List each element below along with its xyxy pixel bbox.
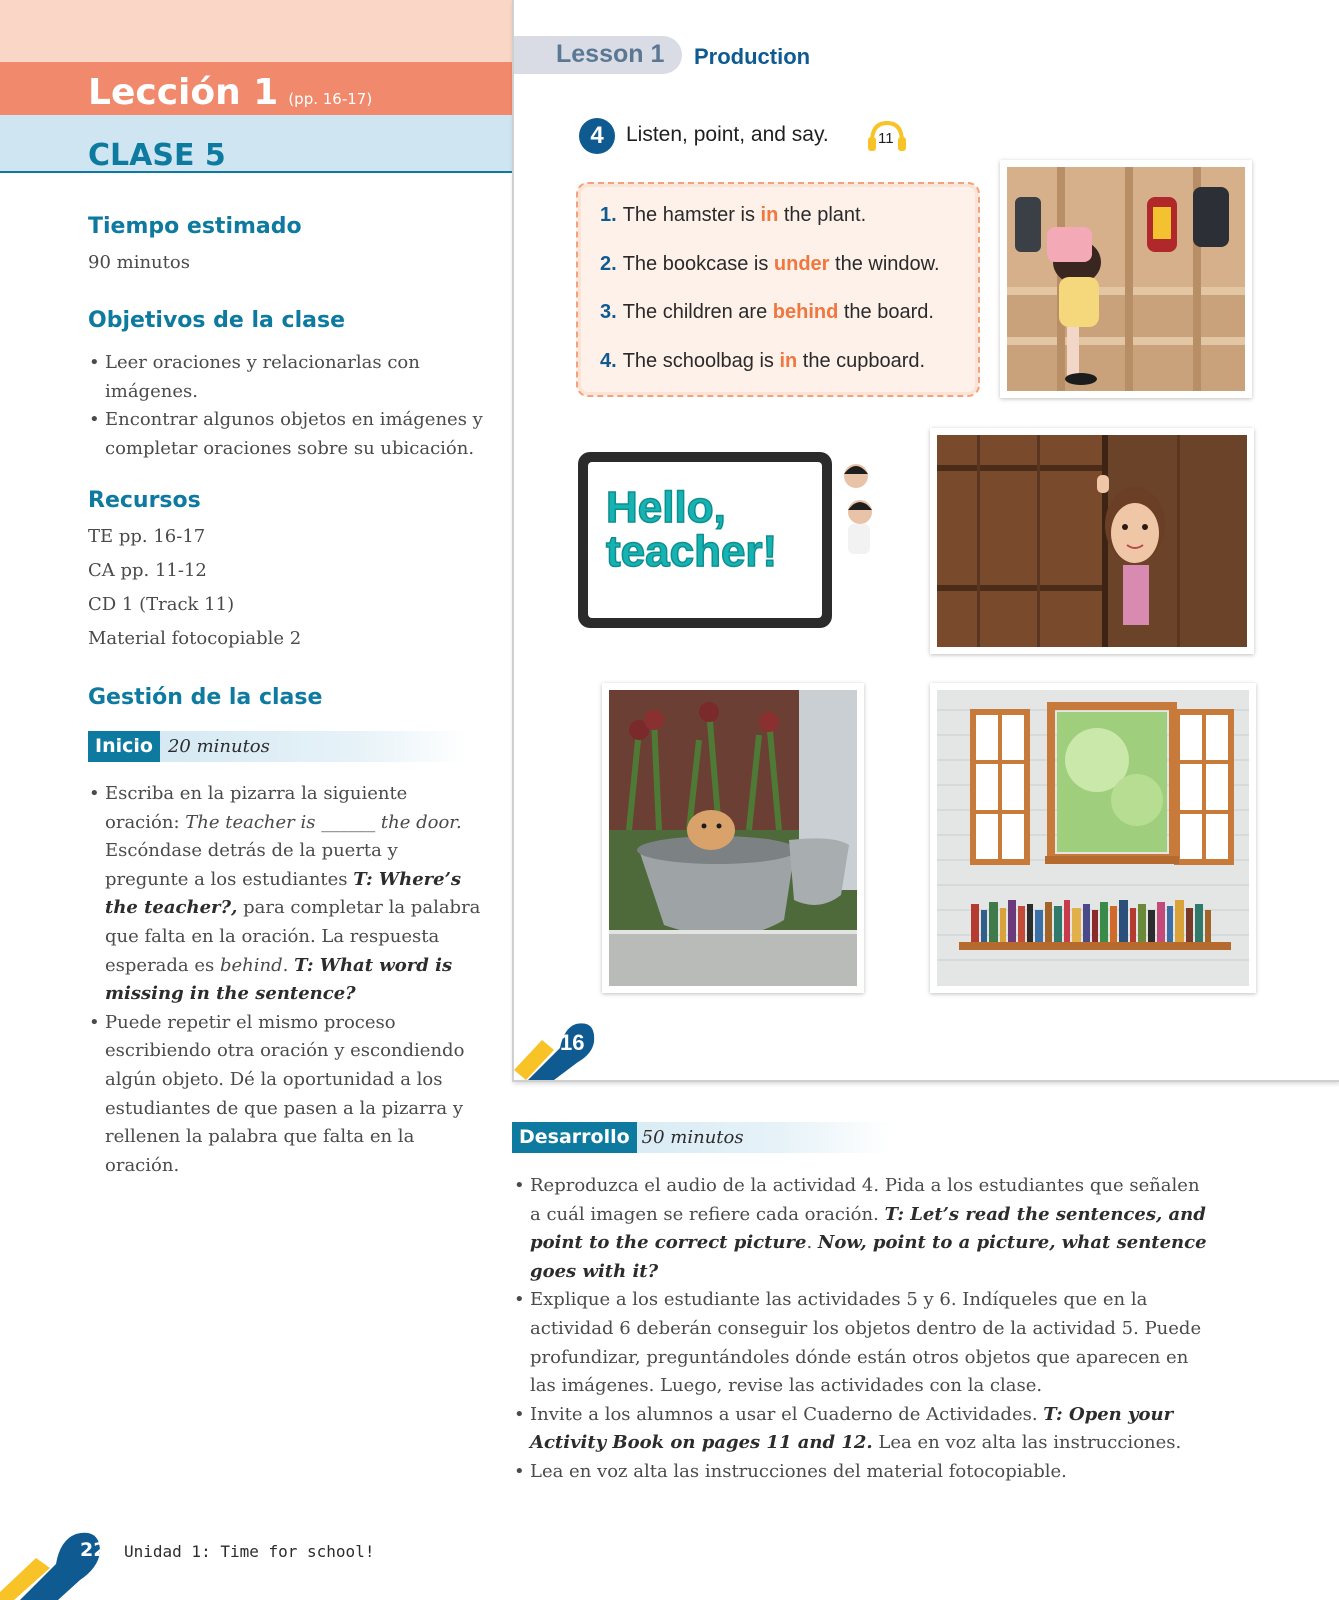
objetivos-list [88,349,483,463]
bullet-text: para completar la palabra que falta en la oración. La respuesta esperada es [105,897,481,976]
sentence-keyword: behind [772,301,839,323]
sentence-number: 3. [600,301,617,323]
tablet-text-line-1: Hello, [606,483,726,532]
photo-child-behind-door [930,428,1254,654]
list-item [88,780,483,1009]
sentence-2 [600,253,940,276]
bullet-text: Explique a los estudiante las actividades 5 y 6. Indíqueles que en la actividad 6 deberán conseguir los objetos dentro de la actividad 5. Puede profundizar, preguntándoles dónde están otros objetos que aparecen en las imágenes. Luego, revise las actividades con la clase. [530,1289,1202,1397]
activity-number: 4 [579,118,615,154]
sentence-number: 1. [600,204,617,226]
sentence-text: the cupboard. [797,350,926,372]
inicio-tag [88,731,468,762]
desarrollo-time: 50 minutos [641,1127,744,1148]
tablet-image [576,448,840,632]
list-item [512,1172,1212,1286]
tablet-text [606,483,778,576]
sentence-3 [600,301,934,324]
tablet-text-line-2: teacher! [606,527,778,576]
sentence-text: the window. [829,253,940,275]
lesson-pill [514,36,682,74]
inicio-label: Inicio [88,731,160,762]
student-book-page [512,0,1339,1082]
recursos-heading: Recursos [88,488,201,513]
photo-bookcase-under-window [930,683,1256,993]
objetivos-heading: Objetivos de la clase [88,308,345,333]
sentence-text: the board. [838,301,934,323]
list-item: CA pp. 11-12 [88,560,207,581]
lesson-subtitle: Production [694,44,811,69]
bullet-example: The teacher is ______ the door. [185,811,462,833]
list-item: CD 1 (Track 11) [88,594,235,615]
sentence-4 [600,350,925,373]
header-band-clase [0,115,512,173]
sentence-1 [600,204,866,227]
list-item [512,1458,1212,1487]
bullet-text: Escriba en la pizarra la siguiente oración: [105,783,408,833]
footer-page-number: 22 [80,1539,107,1561]
children-peeking-image [840,456,880,556]
list-item [512,1286,1212,1400]
teacher-prompt: Now, point to a picture, what sentence goes with it? [530,1232,1207,1282]
book-page-number: 16 [560,1030,585,1055]
footer-unit-title: Unidad 1: Time for school! [124,1542,375,1561]
leccion-pages: (pp. 16-17) [288,90,373,108]
bullet-text: Lea en voz alta las instrucciones del material fotocopiable. [530,1460,1067,1482]
inicio-list [88,780,483,1180]
clase-title: CLASE 5 [88,138,226,173]
teacher-prompt: T: Let’s read the sentences, and point to the correct picture [530,1203,1206,1254]
sentence-number: 2. [600,253,617,275]
sentence-box [576,182,980,397]
recursos-list [88,520,301,656]
lesson-label: Lesson 1 [556,40,665,68]
desarrollo-tag [512,1122,892,1153]
list-item: • Encontrar algunos objetos en imágenes y completar oraciones sobre su ubicación. [88,406,483,463]
page-number-badge [514,1010,604,1080]
list-item: • Leer oraciones y relacionarlas con imágenes. [88,349,483,406]
sentence-text: The bookcase is [622,253,774,275]
bullet-text: Invite a los alumnos a usar el Cuaderno de Actividades. [530,1403,1044,1425]
bullet-text: Escóndase detrás de la puerta y pregunte a los estudiantes [105,840,398,890]
sentence-text: The schoolbag is [622,350,780,372]
leccion-label: Lección 1 [88,72,279,113]
bullet-text: . [806,1232,818,1254]
list-item: • Puede repetir el mismo proceso escribiendo otra oración y escondiendo algún objeto. Dé la oportunidad a los estudiantes de que pasen a la pizarra y rellenen la palabra que falta en la oración. [88,1009,483,1181]
photo-schoolbag-cupboard [1000,160,1252,398]
desarrollo-label: Desarrollo [512,1122,637,1153]
teacher-prompt: T: What word is missing in the sentence? [105,954,453,1005]
list-item: TE pp. 16-17 [88,526,206,547]
sentence-keyword: in [760,204,779,226]
bullet-text: Reproduzca el audio de la actividad 4. Pida a los estudiantes que señalen a cuál imagen se refiere cada oración. [530,1175,1200,1225]
bullet-text: Lea en voz alta las instrucciones. [872,1432,1182,1454]
inicio-time: 20 minutos [167,736,270,757]
list-item: Material fotocopiable 2 [88,628,302,649]
bullet-answer: behind [220,954,283,976]
desarrollo-list [512,1172,1212,1487]
sentence-text: The hamster is [622,204,761,226]
header-band-top [0,0,512,62]
gestion-heading: Gestión de la clase [88,685,323,710]
activity-title: Listen, point, and say. [626,123,829,146]
sentence-keyword: in [779,350,798,372]
teacher-prompt: T: Where’s the teacher?, [105,868,462,919]
leccion-title [88,72,372,113]
photo-hamster-in-plant [602,683,864,993]
track-number: 11 [878,130,894,147]
sentence-keyword: under [773,253,830,275]
tiempo-heading: Tiempo estimado [88,214,302,239]
sentence-text: the plant. [778,204,867,226]
sentence-text: The children are [622,301,773,323]
list-item [512,1401,1212,1458]
teacher-prompt: T: Open your Activity Book on pages 11 and 12. [530,1403,1174,1454]
sentence-number: 4. [600,350,617,372]
bullet-text: . [282,954,295,976]
tiempo-value: 90 minutos [88,252,190,273]
